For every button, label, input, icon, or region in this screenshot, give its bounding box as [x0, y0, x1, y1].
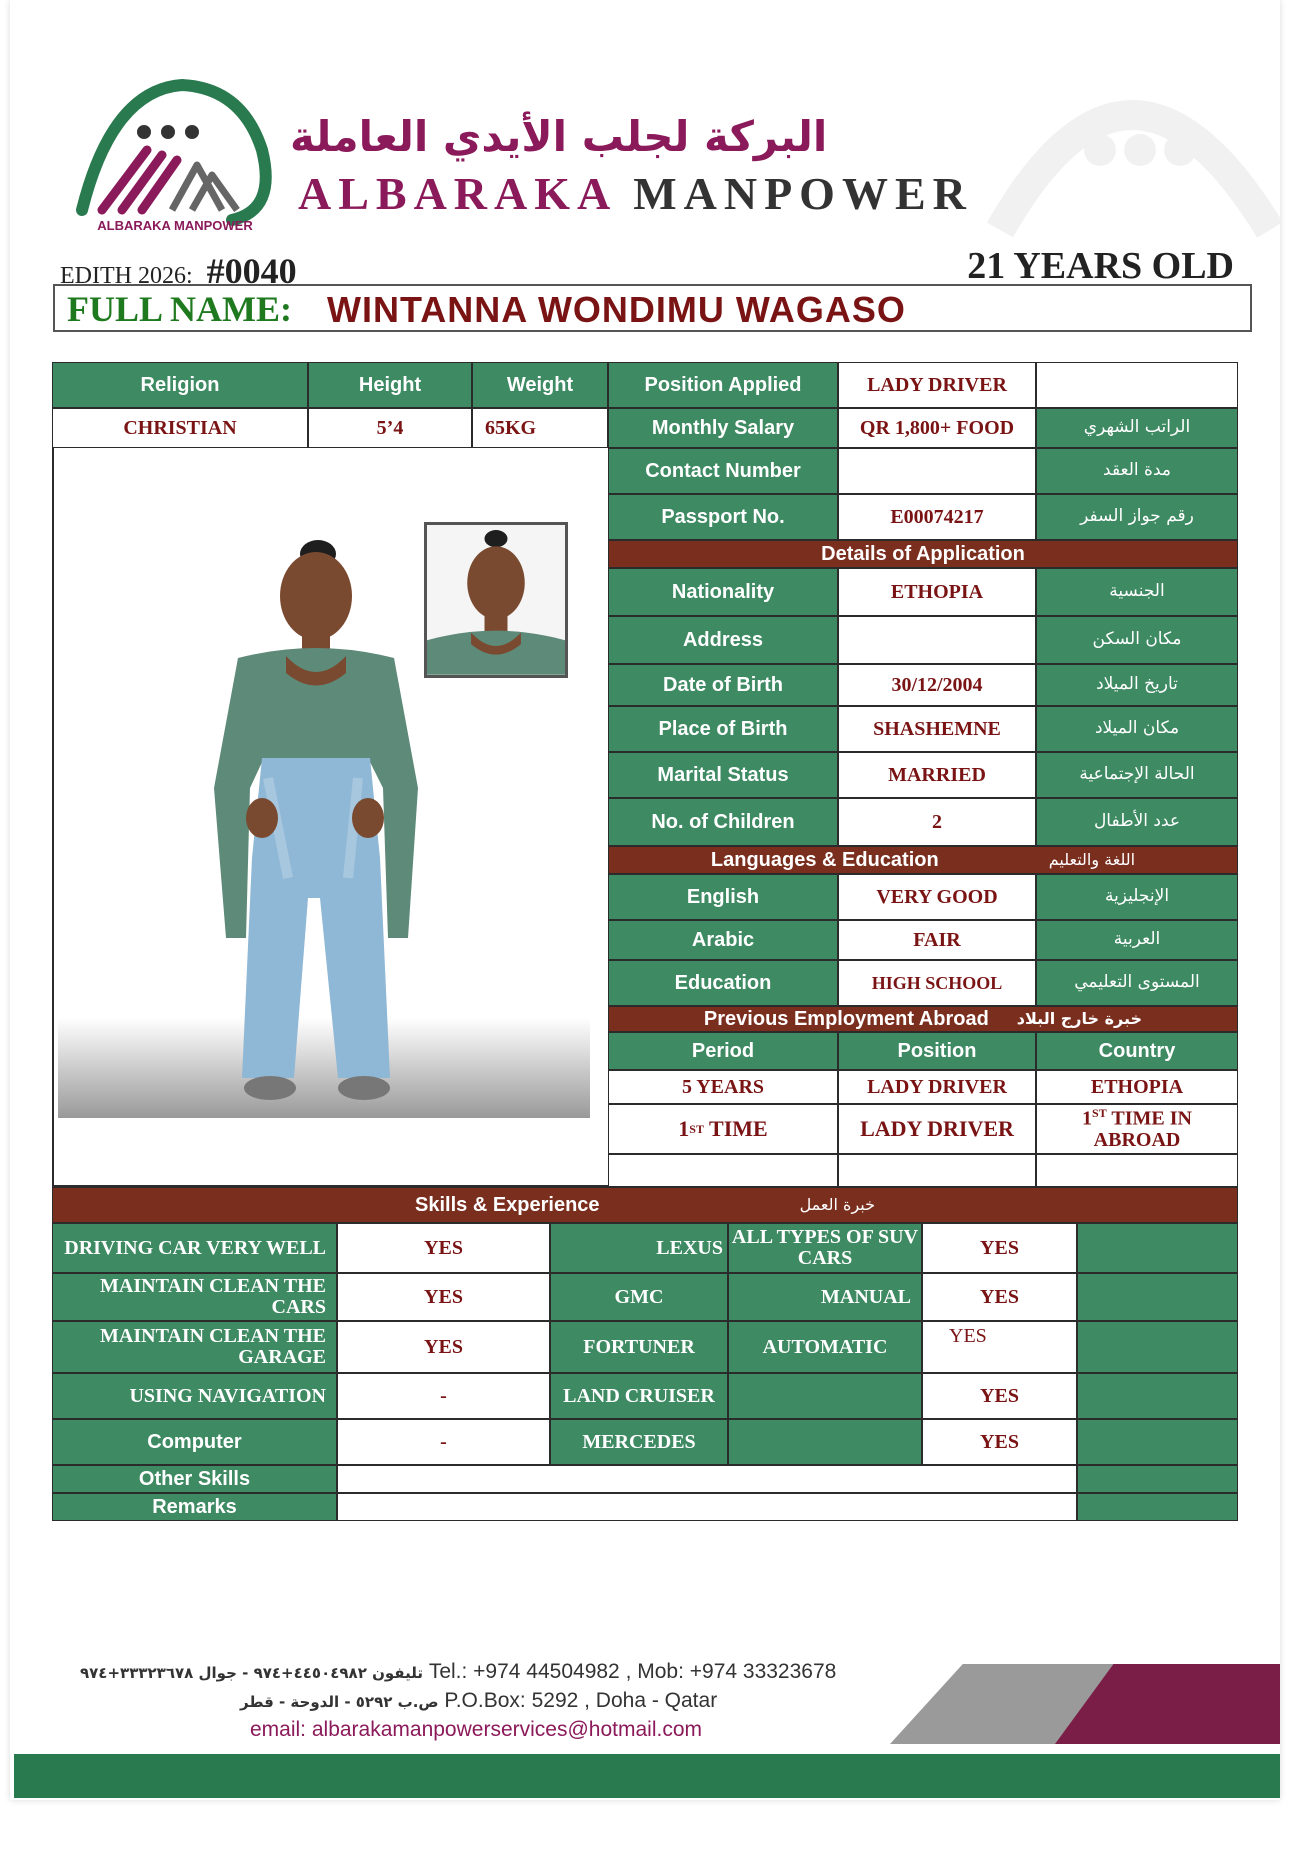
skills-title-ar: خبرة العمل: [799, 1194, 875, 1214]
employment-title-en: Previous Employment Abroad: [703, 1007, 989, 1030]
passport-value: E00074217: [838, 494, 1036, 540]
arabic-arabic: العربية: [1036, 920, 1238, 960]
salary-value: QR 1,800+ FOOD: [838, 408, 1036, 448]
arabic-label: Arabic: [608, 920, 838, 960]
religion-value: CHRISTIAN: [52, 408, 308, 448]
marital-value: MARRIED: [838, 752, 1036, 798]
car-mercedes-label: MERCEDES: [550, 1419, 728, 1465]
english-label: English: [608, 874, 838, 920]
employment-row3-position: [838, 1154, 1036, 1187]
other-skills-extra: [1077, 1465, 1238, 1493]
country-header: Country: [1036, 1032, 1238, 1070]
skill-clean-cars-value: YES: [337, 1273, 550, 1321]
passport-arabic: رقم جواز السفر: [1036, 494, 1238, 540]
contact-value: [838, 448, 1036, 494]
education-label: Education: [608, 960, 838, 1006]
company-name-part1: ALBARAKA: [298, 168, 615, 219]
pob-label: Place of Birth: [608, 706, 838, 752]
remarks-extra: [1077, 1493, 1238, 1521]
languages-title-ar: اللغة والتعليم: [1048, 849, 1136, 869]
car-lexus-label: LEXUS: [550, 1223, 728, 1273]
skill-clean-garage-value: YES: [337, 1321, 550, 1373]
address-value: [838, 616, 1036, 664]
other-skills-label: Other Skills: [52, 1465, 337, 1493]
skills-section-title: [52, 1187, 1238, 1223]
skills-extra-1: [1077, 1223, 1238, 1273]
company-name: [298, 167, 973, 220]
dob-value: 30/12/2004: [838, 664, 1036, 706]
skills-extra-5: [1077, 1419, 1238, 1465]
dob-label: Date of Birth: [608, 664, 838, 706]
skills-extra-2: [1077, 1273, 1238, 1321]
skills-extra-3: [1077, 1321, 1238, 1373]
employment-row2-country: [1036, 1104, 1238, 1154]
footer-pobox-en: P.O.Box: 5292 , Doha - Qatar: [444, 1689, 718, 1712]
skills-title-en: Skills & Experience: [415, 1193, 600, 1216]
company-arabic-name: البركة لجلب الأيدي العاملة: [290, 112, 828, 161]
footer-phone-en: Tel.: +974 44504982 , Mob: +974 33323678: [428, 1660, 837, 1683]
employment-row3-country: [1036, 1154, 1238, 1187]
children-label: No. of Children: [608, 798, 838, 846]
employment-row1-country: ETHOPIA: [1036, 1070, 1238, 1104]
edition-label: EDITH 2026:: [60, 263, 193, 289]
car-gmc-label: GMC: [550, 1273, 728, 1321]
footer-phone-ar: تليفون ٤٤٥٠٤٩٨٢+٩٧٤ - جوال ٣٣٣٢٣٦٧٨+٩٧٤: [80, 1664, 423, 1682]
footer-pobox-line: [80, 1689, 930, 1718]
manual-value: YES: [922, 1273, 1077, 1321]
albaraka-logo-icon: [72, 70, 272, 240]
employment-section-title: [608, 1006, 1238, 1032]
car-fortuner-label: FORTUNER: [550, 1321, 728, 1373]
salary-arabic: الراتب الشهري: [1036, 408, 1238, 448]
full-name-value: WINTANNA WONDIMU WAGASO: [327, 289, 906, 330]
address-arabic: مكان السكن: [1036, 616, 1238, 664]
employment-row2-period-b: TIME: [703, 1116, 768, 1142]
land-cruiser-value: YES: [922, 1373, 1077, 1419]
languages-title-en: Languages & Education: [710, 848, 939, 871]
position-header: Position: [838, 1032, 1036, 1070]
skill-driving-value: YES: [337, 1223, 550, 1273]
skill-driving-label: DRIVING CAR VERY WELL: [52, 1223, 337, 1273]
employment-row3-period: [608, 1154, 838, 1187]
children-value: 2: [838, 798, 1036, 846]
passport-label: Passport No.: [608, 494, 838, 540]
employment-row2-country-sup: ST: [1092, 1106, 1107, 1121]
english-value: VERY GOOD: [838, 874, 1036, 920]
car-land-cruiser-label: LAND CRUISER: [550, 1373, 728, 1419]
education-arabic: المستوى التعليمي: [1036, 960, 1238, 1006]
employment-row2-period-sup: ST: [689, 1121, 704, 1136]
company-name-part2: MANPOWER: [633, 168, 973, 219]
mercedes-value: YES: [922, 1419, 1077, 1465]
suv-value: YES: [922, 1223, 1077, 1273]
contract-arabic: مدة العقد: [1036, 448, 1238, 494]
full-name-box: [53, 284, 1252, 332]
footer-green-band: [14, 1754, 1280, 1798]
employment-row1-period: 5 YEARS: [608, 1070, 838, 1104]
weight-value: 65KG: [472, 408, 608, 448]
arabic-value: FAIR: [838, 920, 1036, 960]
land-cruiser-extra: [728, 1373, 922, 1419]
marital-arabic: الحالة الإجتماعية: [1036, 752, 1238, 798]
background-logo-watermark: [980, 40, 1280, 240]
footer-contact: [80, 1660, 930, 1747]
english-arabic: الإنجليزية: [1036, 874, 1238, 920]
skill-computer-value: -: [337, 1419, 550, 1465]
mercedes-extra: [728, 1419, 922, 1465]
other-skills-value: [337, 1465, 1077, 1493]
address-label: Address: [608, 616, 838, 664]
position-value: LADY DRIVER: [838, 362, 1036, 408]
employment-row1-position: LADY DRIVER: [838, 1070, 1036, 1104]
skill-navigation-value: -: [337, 1373, 550, 1419]
logo-caption: ALBARAKA MANPOWER: [97, 218, 253, 233]
pob-value: SHASHEMNE: [838, 706, 1036, 752]
children-arabic: عدد الأطفال: [1036, 798, 1238, 846]
cv-code: #0040: [206, 251, 297, 291]
employment-title-ar: خبرة خارج البلاد: [1016, 1008, 1143, 1028]
skill-clean-garage-label: MAINTAIN CLEAN THE GARAGE: [52, 1321, 337, 1373]
employment-row2-period-a: 1: [678, 1116, 690, 1142]
skill-computer-label: Computer: [52, 1419, 337, 1465]
remarks-value: [337, 1493, 1077, 1521]
salary-label: Monthly Salary: [608, 408, 838, 448]
nationality-value: ETHOPIA: [838, 568, 1036, 616]
skill-clean-cars-label: MAINTAIN CLEAN THE CARS: [52, 1273, 337, 1321]
skills-extra-4: [1077, 1373, 1238, 1419]
full-name-label: FULL NAME:: [67, 289, 292, 329]
weight-header: Weight: [472, 362, 608, 408]
employment-row2-country-text: [1037, 1107, 1237, 1151]
employment-row2-country-a: 1: [1082, 1107, 1093, 1130]
footer-pobox-ar: ص.ب ٥٢٩٢ - الدوحة - قطر: [240, 1693, 439, 1711]
position-extra: [1036, 362, 1238, 408]
portrait-photo: [424, 522, 568, 678]
employment-row2-position: LADY DRIVER: [838, 1104, 1036, 1154]
pob-arabic: مكان الميلاد: [1036, 706, 1238, 752]
employment-row2-period: [608, 1104, 838, 1154]
details-section-title: Details of Application: [608, 540, 1238, 568]
employment-row2-country-b: TIME IN ABROAD: [1093, 1107, 1196, 1151]
automatic-label: AUTOMATIC: [728, 1321, 922, 1373]
religion-header: Religion: [52, 362, 308, 408]
nationality-arabic: الجنسية: [1036, 568, 1238, 616]
height-header: Height: [308, 362, 472, 408]
footer-phone-line: [80, 1660, 930, 1689]
position-label: Position Applied: [608, 362, 838, 408]
remarks-label: Remarks: [52, 1493, 337, 1521]
automatic-value: YES: [922, 1321, 1077, 1373]
age-label: 21 YEARS OLD: [967, 245, 1234, 287]
footer-email[interactable]: email: albarakamanpowerservices@hotmail.com: [250, 1718, 702, 1741]
education-value: HIGH SCHOOL: [838, 960, 1036, 1006]
suv-label: ALL TYPES OF SUV CARS: [728, 1223, 922, 1273]
manual-label: MANUAL: [728, 1273, 922, 1321]
nationality-label: Nationality: [608, 568, 838, 616]
marital-label: Marital Status: [608, 752, 838, 798]
skill-navigation-label: USING NAVIGATION: [52, 1373, 337, 1419]
languages-section-title: [608, 846, 1238, 874]
period-header: Period: [608, 1032, 838, 1070]
contact-label: Contact Number: [608, 448, 838, 494]
height-value: 5’4: [308, 408, 472, 448]
dob-arabic: تاريخ الميلاد: [1036, 664, 1238, 706]
